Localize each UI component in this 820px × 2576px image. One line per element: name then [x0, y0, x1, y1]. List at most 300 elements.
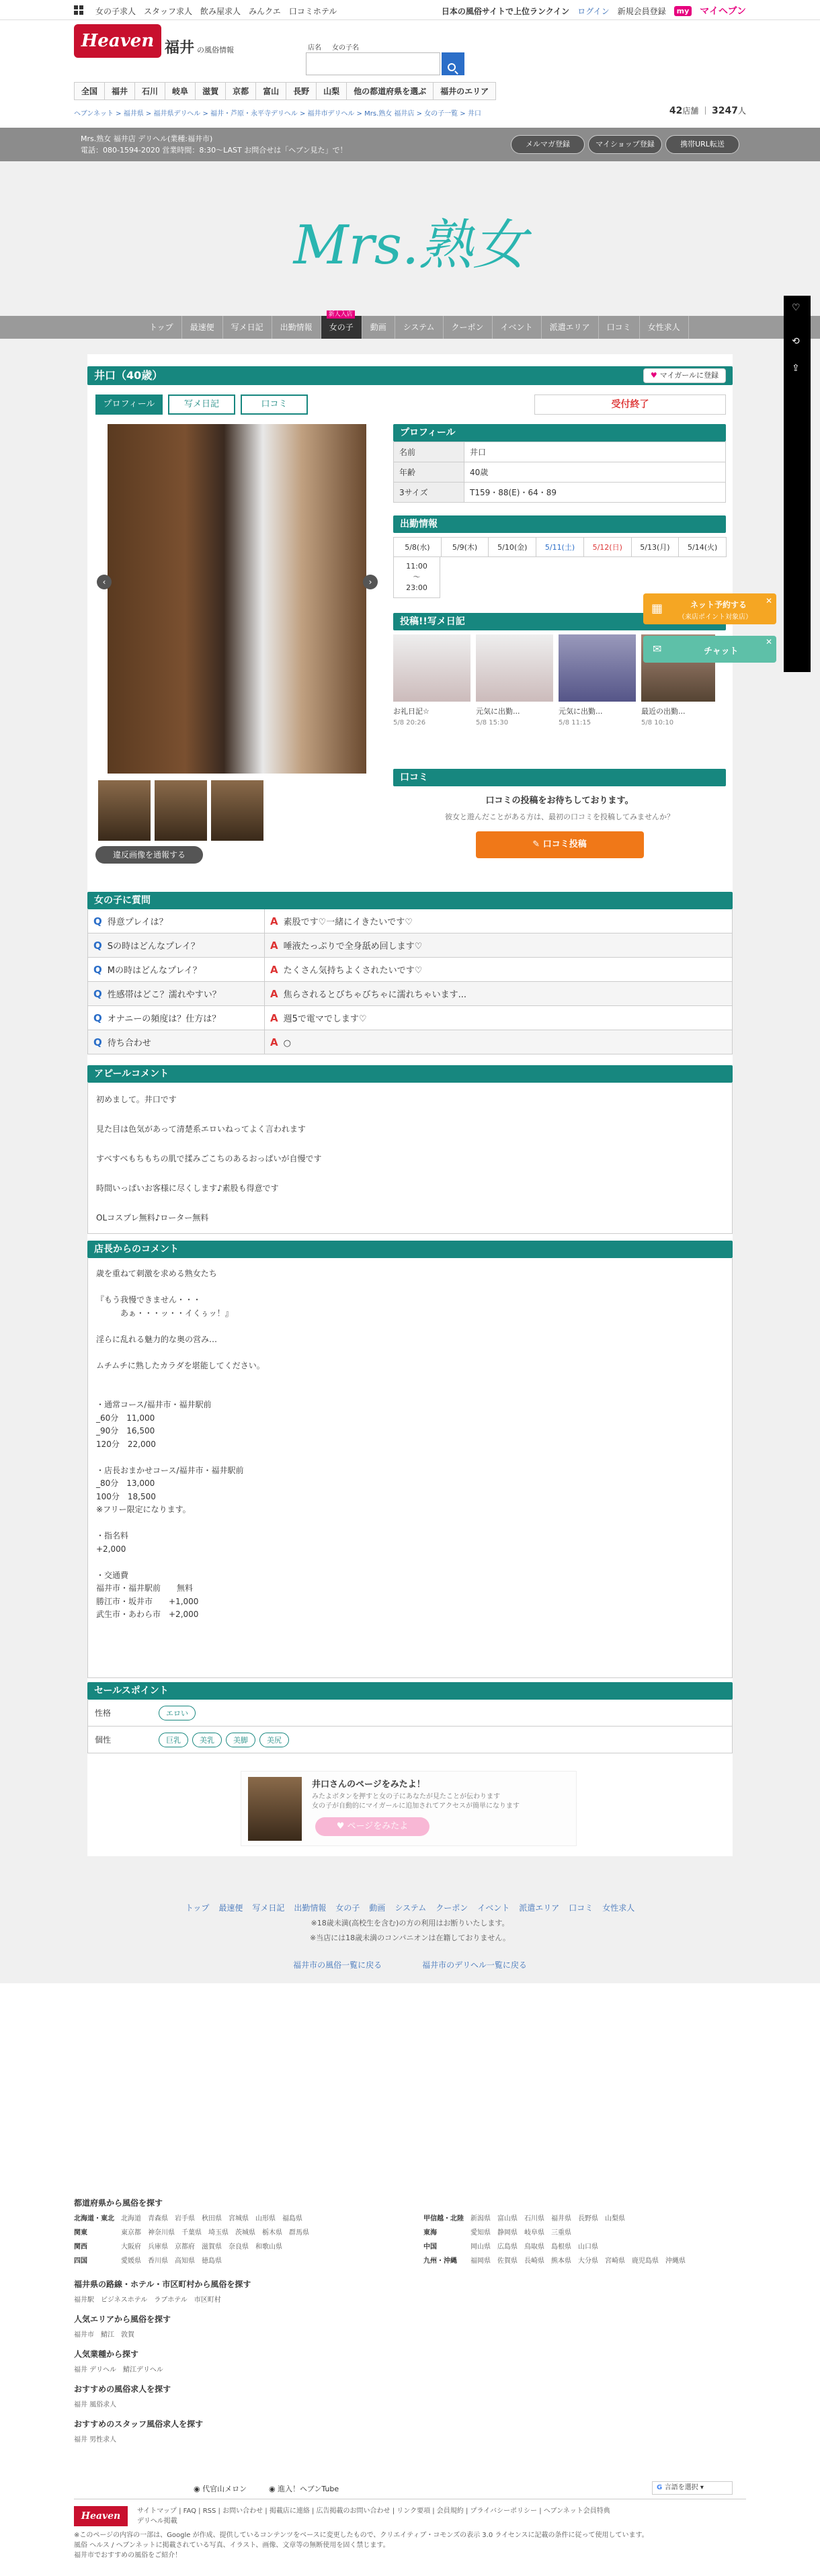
pref-link[interactable]: 岐阜県 — [524, 2229, 544, 2237]
report-image-button[interactable]: 違反画像を通報する — [95, 846, 203, 864]
region-label: 四国 — [74, 2257, 87, 2265]
staff-recruit-links — [74, 2434, 746, 2444]
search-icon — [448, 63, 456, 71]
shop-footer — [0, 1902, 820, 1970]
shop-nav-system[interactable]: システム — [395, 316, 444, 339]
pref-link[interactable]: 千葉県 — [181, 2229, 202, 2237]
prev-photo-arrow-icon[interactable]: ‹ — [97, 575, 112, 589]
shop-nav-fastest[interactable]: 最速便 — [182, 316, 223, 339]
shop-name: Mrs.熟女 福井店 デリヘル(業種:福井市) — [81, 134, 213, 143]
next-photo-arrow-icon[interactable]: › — [363, 575, 378, 589]
qa-row: Q オナニーの頻度は？仕方は？ A 週5で電マでします♡ — [87, 1006, 733, 1030]
qa-question: Mの時はどんなプレイ？ — [107, 966, 202, 976]
pref-toyama[interactable]: 富山 — [255, 82, 286, 100]
back-to-deli-list[interactable]: 福井市のデリヘル一覧に戻る — [422, 1960, 527, 1970]
qa-row: Q Mの時はどんなプレイ？ A たくさん気持ちよくされたいです♡ — [87, 958, 733, 982]
qa-question: 待ち合わせ — [107, 1038, 151, 1048]
region-row — [74, 2212, 397, 2222]
pref-link[interactable]: 神奈川県 — [148, 2229, 175, 2237]
table-row — [394, 462, 726, 483]
region-label: 九州・沖縄 — [423, 2257, 457, 2265]
net-reserve-button[interactable] — [643, 593, 776, 624]
like-thumb — [248, 1777, 302, 1841]
shop-comment-title: 店長からのコメント — [87, 1241, 733, 1258]
photo-thumb[interactable] — [155, 780, 207, 841]
diary-item[interactable] — [476, 634, 553, 726]
pref-link[interactable]: 富山県 — [497, 2215, 518, 2222]
pref-link[interactable]: 青森県 — [148, 2215, 168, 2222]
close-icon[interactable]: ✕ — [766, 596, 773, 606]
back-to-fuzoku-list[interactable]: 福井市の風俗一覧に戻る — [293, 1960, 382, 1970]
top-link-bar-job[interactable]: 飲み屋求人 — [200, 7, 241, 16]
shop-count: 42 — [669, 106, 683, 116]
net-reserve-sub: （来店ポイント対象店） — [678, 614, 752, 621]
profile-value: T159・88(E)・64・89 — [464, 483, 726, 503]
qa-question: 得意プレイは？ — [107, 917, 168, 927]
shop-nav-schedule[interactable]: 出勤情報 — [272, 316, 321, 339]
chat-icon: ✉ — [653, 642, 662, 655]
pref-fukui[interactable]: 福井 — [104, 82, 135, 100]
sponsor-tube[interactable] — [269, 2483, 339, 2494]
region-name: 福井 — [165, 40, 195, 56]
my-badge-icon: my — [674, 6, 692, 16]
girl-name: 井口（40歳） — [87, 366, 733, 385]
top-link-minquest[interactable]: みんクエ — [249, 7, 281, 16]
schedule-time — [393, 557, 440, 598]
mygirl-register-button[interactable]: ♥ マイガールに登録 — [643, 368, 726, 383]
pref-link[interactable]: 北海道 — [121, 2215, 141, 2222]
legal-note-3: 福井市でおすすめの風俗をご紹介！ — [74, 2552, 182, 2559]
sales-point-title: セールスポイント — [87, 1682, 733, 1700]
footer-link[interactable]: 市区町村 — [194, 2296, 221, 2304]
diary-item[interactable] — [393, 634, 470, 726]
photo-thumb[interactable] — [98, 780, 151, 841]
diary-date: 5/8 20:26 — [393, 719, 426, 726]
footer-link[interactable]: 福井市 — [74, 2331, 94, 2339]
shop-comment-section — [87, 1241, 733, 1678]
region-label: 北海道・東北 — [74, 2215, 114, 2222]
footer-link[interactable]: 動画 — [369, 1903, 386, 1913]
pref-link[interactable]: 佐賀県 — [497, 2257, 518, 2265]
favorite-icon[interactable]: ♡ — [792, 302, 801, 313]
shop-nav-area[interactable]: 派遣エリア — [542, 316, 599, 339]
pref-link[interactable]: 鹿児島県 — [632, 2257, 659, 2265]
shop-count-unit: 店舗 — [682, 106, 699, 116]
legal-note-2: 風俗 ヘルス / ヘブンネットに掲載されている写真、イラスト、画像、文章等の無断使用を固く禁じます。 — [74, 2542, 390, 2549]
new-girl-badge: 新人入店 — [327, 310, 355, 319]
diary-date: 5/8 10:10 — [641, 719, 674, 726]
pref-link[interactable]: 福岡県 — [470, 2257, 491, 2265]
girl-main-photo — [108, 424, 366, 774]
diary-title-text: 最近の出勤... — [641, 707, 686, 716]
diary-section — [393, 613, 726, 726]
profile-key: 3サイズ — [394, 483, 464, 503]
login-link[interactable]: ログイン — [577, 6, 610, 16]
diary-item[interactable] — [559, 634, 636, 726]
pref-link[interactable]: 島根県 — [551, 2243, 571, 2251]
footer-link[interactable]: 女の子 — [335, 1903, 360, 1913]
region-row — [423, 2227, 746, 2237]
like-sub2: 女の子が自動的にマイガールに追加されてアクセスが簡単になります — [312, 1802, 520, 1810]
footer-link[interactable]: 敦賀 — [121, 2331, 134, 2339]
girl-count: 3247 — [712, 106, 738, 116]
popular-genre-links — [74, 2364, 746, 2374]
qa-question: オナニーの頻度は？仕方は？ — [107, 1014, 221, 1024]
sales-key: 個性 — [95, 1735, 112, 1745]
search-input[interactable] — [306, 52, 440, 75]
pref-link[interactable]: 兵庫県 — [148, 2243, 168, 2251]
tube-icon: ◉ — [269, 2485, 278, 2493]
pref-link[interactable]: 和歌山県 — [255, 2243, 282, 2251]
shop-nav-top[interactable]: トップ — [141, 316, 182, 339]
shop-info-bar — [0, 128, 820, 161]
pref-link[interactable]: 埼玉県 — [208, 2229, 229, 2237]
reception-status: 受付終了 — [534, 394, 726, 415]
region-col-right — [423, 2212, 746, 2269]
pref-link[interactable]: 愛媛県 — [121, 2257, 141, 2265]
pref-link[interactable]: 鳥取県 — [524, 2243, 544, 2251]
review-section — [393, 769, 726, 858]
footer-link[interactable]: 福井 男性求人 — [74, 2436, 117, 2444]
grid-menu-icon[interactable] — [74, 5, 83, 15]
region-col-left — [74, 2212, 397, 2269]
pref-other[interactable]: 他の都道府県を選ぶ — [346, 82, 434, 100]
appeal-text: 初めまして。井口です 見た目は色気があって清楚系エロいねってよく言われます すべすべもちもちの肌で揉みごこちのあるおっぱいが自慢です 時間いっぱいお客様に尽くします♪素股も得意です OLコスプレ無料♪ローター無料 — [87, 1083, 733, 1234]
footer-link[interactable]: 女性求人 — [602, 1903, 635, 1913]
schedule-time-tilde: 〜 — [413, 573, 421, 581]
pref-link[interactable]: 長野県 — [578, 2215, 598, 2222]
footer-link[interactable]: 口コミ — [569, 1903, 593, 1913]
pref-link[interactable]: 山形県 — [255, 2215, 276, 2222]
pref-area[interactable]: 福井のエリア — [433, 82, 496, 100]
pref-link[interactable]: 静岡県 — [497, 2229, 518, 2237]
shop-logo[interactable]: Mrs.熟女 — [293, 214, 527, 276]
top-nav — [0, 0, 820, 20]
pref-link[interactable]: 三重県 — [551, 2229, 571, 2237]
shop-nav-coupon[interactable]: クーポン — [444, 316, 493, 339]
sales-key: 性格 — [95, 1708, 112, 1718]
sales-chip: エロい — [159, 1706, 196, 1720]
pref-link[interactable]: 大分県 — [578, 2257, 598, 2265]
shop-nav-recruit[interactable]: 女性求人 — [640, 316, 689, 339]
pref-all[interactable]: 全国 — [74, 82, 105, 100]
qa-question: Sの時はどんなプレイ？ — [107, 942, 200, 952]
schedule-section — [393, 515, 726, 598]
calendar-icon: ▦ — [651, 601, 663, 616]
qa-answer: 週5で電マでします♡ — [283, 1014, 367, 1024]
pref-link[interactable]: 高知県 — [175, 2257, 195, 2265]
search-tab-shop[interactable]: 店名 — [308, 44, 321, 52]
pref-yamanashi[interactable]: 山梨 — [316, 82, 347, 100]
ranking-text: 日本の風俗サイトで上位ランクイン — [441, 6, 570, 16]
pref-link[interactable]: 群馬県 — [289, 2229, 309, 2237]
google-icon: G — [657, 2484, 665, 2491]
footer-link[interactable]: システム — [395, 1903, 427, 1913]
pref-kyoto[interactable]: 京都 — [225, 82, 256, 100]
recruit-links — [74, 2399, 746, 2409]
shop-counts: 42店舗 ｜ 3247人 — [669, 106, 746, 116]
pref-shiga[interactable]: 滋賀 — [195, 82, 226, 100]
pref-link[interactable]: 新潟県 — [470, 2215, 491, 2222]
schedule-time-end: 23:00 — [406, 583, 427, 592]
pref-link[interactable]: 茨城県 — [235, 2229, 255, 2237]
table-row — [394, 442, 726, 462]
footer-link[interactable]: クーポン — [436, 1903, 468, 1913]
net-reserve-label: ネット予約する — [690, 600, 747, 610]
pref-link[interactable]: 山梨県 — [605, 2215, 625, 2222]
pref-search-heading: 都道府県から風俗を探す — [74, 2198, 163, 2208]
pref-link[interactable]: 岡山県 — [470, 2243, 491, 2251]
qa-row: Q Sの時はどんなプレイ？ A 唾液たっぷりで全身舐め回します♡ — [87, 933, 733, 958]
tab-review[interactable]: 口コミ — [241, 394, 308, 415]
pref-gifu[interactable]: 岐阜 — [165, 82, 196, 100]
footer-link[interactable]: ラブホテル — [154, 2296, 188, 2304]
pref-link[interactable]: 福島県 — [282, 2215, 302, 2222]
heart-icon: ♥ — [336, 1821, 347, 1831]
heaven-logo[interactable]: Heaven — [74, 24, 161, 58]
qa-answer: 焦らされるとびちゃびちゃに濡れちゃいます... — [283, 990, 467, 1000]
diary-title-text: 元気に出勤... — [559, 707, 603, 716]
shop-hero — [0, 161, 820, 316]
shop-nav-girls[interactable] — [321, 311, 362, 339]
sales-point-section — [87, 1682, 733, 1753]
share-icon[interactable]: ⇪ — [792, 363, 800, 374]
profile-value: 井口 — [464, 442, 726, 462]
region-title — [165, 36, 234, 57]
qa-row: Q 得意プレイは？ A 素股です♡一緒にイきたいです♡ — [87, 909, 733, 933]
girl-profile-panel — [87, 354, 733, 1856]
footer-link[interactable]: 最速便 — [218, 1903, 243, 1913]
pref-link[interactable]: 宮城県 — [229, 2215, 249, 2222]
region-row — [74, 2241, 397, 2251]
schedule-day: 5/10(金) — [488, 537, 536, 557]
search-tabs — [308, 42, 359, 52]
like-sub1: みたよボタンを押すと女の子にあなたが見たことが伝わります — [312, 1793, 500, 1800]
language-select[interactable]: G 言語を選択 ▾ — [652, 2481, 733, 2495]
girl-name-bar — [87, 366, 733, 385]
review-post-button[interactable] — [476, 831, 644, 858]
qa-answer: 唾液たっぷりで全身舐め回します♡ — [283, 942, 423, 952]
myshop-button[interactable]: マイショップ登録 — [588, 135, 662, 154]
footer-link[interactable]: ビジネスホテル — [101, 2296, 148, 2304]
myheaven-link[interactable]: マイヘブン — [700, 6, 746, 17]
sales-chip: 美脚 — [226, 1733, 255, 1747]
photo-thumb[interactable] — [211, 780, 263, 841]
diary-title-text: 元気に出勤... — [476, 707, 520, 716]
pref-link[interactable]: 岩手県 — [175, 2215, 195, 2222]
tab-profile[interactable]: プロフィール — [95, 394, 163, 415]
qa-row: Q 性感帯はどこ？濡れやすい？ A 焦らされるとびちゃびちゃに濡れちゃいます... — [87, 982, 733, 1006]
region-sub: の風俗情報 — [197, 46, 235, 54]
prefecture-bar — [74, 82, 495, 100]
region-label: 甲信越・北陸 — [423, 2215, 464, 2222]
tab-diary[interactable]: 写メ日記 — [168, 394, 235, 415]
profile-title: プロフィール — [393, 424, 726, 442]
pref-link[interactable]: 栃木県 — [262, 2229, 282, 2237]
age-note-2: ※当店には18歳未満のコンパニオンは在籍しておりません。 — [309, 1934, 511, 1942]
profile-key: 年齢 — [394, 462, 464, 483]
region-row — [423, 2241, 746, 2251]
footer-link[interactable]: 出勤情報 — [294, 1903, 327, 1913]
pref-ishikawa[interactable]: 石川 — [134, 82, 165, 100]
region-label: 関東 — [74, 2229, 87, 2237]
right-utility-bar — [784, 296, 811, 672]
sales-row — [87, 1700, 733, 1727]
schedule-day: 5/11(土) — [536, 537, 584, 557]
mailmag-button[interactable]: メルマガ登録 — [511, 135, 585, 154]
appeal-title: アピールコメント — [87, 1065, 733, 1083]
schedule-day: 5/9(木) — [441, 537, 489, 557]
pref-link[interactable]: 長崎県 — [524, 2257, 544, 2265]
region-label: 中国 — [423, 2243, 437, 2251]
sponsor-tube-label: 進入！ヘブンTube — [278, 2485, 339, 2493]
like-button[interactable] — [315, 1817, 429, 1836]
review-post-label: 口コミ投稿 — [542, 839, 587, 849]
schedule-day: 5/12(日) — [583, 537, 632, 557]
girl-tabs — [95, 394, 308, 415]
sales-chip: 巨乳 — [159, 1733, 188, 1747]
schedule-day: 5/13(月) — [631, 537, 680, 557]
footer-link[interactable]: 写メ日記 — [252, 1903, 285, 1913]
sales-chip: 美尻 — [259, 1733, 289, 1747]
register-link[interactable]: 新規会員登録 — [617, 6, 666, 16]
diary-date: 5/8 15:30 — [476, 719, 509, 726]
qa-answer: ○ — [283, 1038, 291, 1048]
melon-icon: ◉ — [194, 2485, 203, 2493]
pref-link[interactable]: 山口県 — [578, 2243, 598, 2251]
pref-link[interactable]: 徳島県 — [202, 2257, 222, 2265]
table-row — [394, 483, 726, 503]
search-button[interactable] — [442, 52, 464, 75]
shop-nav-event[interactable]: イベント — [493, 316, 542, 339]
shop-nav-video[interactable]: 動画 — [362, 316, 395, 339]
pref-link[interactable]: 石川県 — [524, 2215, 544, 2222]
popular-area-heading: 人気エリアから風俗を探す — [74, 2315, 171, 2324]
like-button-label: ページをみたよ — [347, 1821, 409, 1831]
pen-icon: ✎ — [532, 839, 543, 849]
footer-link[interactable]: 鯖江デリヘル — [122, 2366, 163, 2374]
region-row — [74, 2227, 397, 2237]
top-link-staff-job[interactable]: スタッフ求人 — [144, 7, 193, 16]
shop-nav-girls-label: 女の子 — [329, 323, 354, 332]
schedule-time-start: 11:00 — [406, 562, 427, 571]
top-link-girls-job[interactable]: 女の子求人 — [95, 7, 136, 16]
sponsor-melon[interactable] — [194, 2483, 247, 2494]
footer-link[interactable]: 鯖江 — [101, 2331, 114, 2339]
pref-link[interactable]: 奈良県 — [229, 2243, 249, 2251]
region-row — [423, 2255, 746, 2265]
like-box — [241, 1771, 577, 1846]
photo-thumbnails — [98, 780, 263, 841]
qa-title: 女の子に質問 — [87, 892, 733, 909]
pref-link[interactable]: 滋賀県 — [202, 2243, 222, 2251]
footer-link[interactable]: 福井 風俗求人 — [74, 2401, 117, 2409]
chat-button[interactable] — [643, 636, 776, 663]
top-link-hotel[interactable]: 口コミホテル — [288, 7, 337, 16]
schedule-day: 5/14(火) — [678, 537, 727, 557]
qa-answer: たくさん気持ちよくされたいです♡ — [283, 966, 423, 976]
pref-link[interactable]: 愛知県 — [470, 2229, 491, 2237]
pref-link[interactable]: 熊本県 — [551, 2257, 571, 2265]
schedule-title: 出勤情報 — [393, 515, 726, 533]
pref-link[interactable]: 大阪府 — [121, 2243, 141, 2251]
footer-link[interactable]: イベント — [477, 1903, 510, 1913]
language-select-label: 言語を選択 — [664, 2484, 698, 2491]
footer-link[interactable]: 福井駅 — [74, 2296, 94, 2304]
pref-link[interactable]: 東京都 — [121, 2229, 141, 2237]
schedule-days — [393, 537, 726, 557]
shop-comment-text: 歳を重ねて刺激を求める熟女たち 『もう我慢できません・・・ あぁ・・・ッ・・イくぅッ！』 淫らに乱れる魅力的な奥の営み… ムチムチに熟したカラダを堪能してください。 ・通常コース/福井市・福井駅前 _60分 11,000 _90分 16,500 120分 22,000 ・店長おまかせコース/福井市・福井駅前 _80分 13,000 100分 18,500 ※フリー限定になります。 ・指名料 +2,000 ・交通費 福井市・福井駅前 無料 勝江市・坂井市 +1,000 武生市・あわら市 +2,000 — [87, 1258, 733, 1678]
pref-link[interactable]: 香川県 — [148, 2257, 168, 2265]
sponsor-melon-label: 代官山メロン — [202, 2485, 247, 2493]
chat-label: チャット — [704, 647, 739, 657]
pref-link[interactable]: 広島県 — [497, 2243, 518, 2251]
age-note-1: ※18歳未満(高校生を含む)の方の利用はお断りいたします。 — [311, 1919, 509, 1927]
legal-links[interactable]: サイトマップ | FAQ | RSS | お問い合わせ | 掲載店に連絡 | 広告掲載のお問い合わせ | リンク要項 | 会員規約 | プライバシーポリシー | ヘブンネット会員特典 — [137, 2507, 610, 2515]
sales-chip: 美乳 — [192, 1733, 222, 1747]
profile-table — [393, 442, 726, 503]
legal-sub: デリヘル掲載 — [137, 2518, 177, 2525]
review-sub: 彼女と遊んだことがある方は、最初の口コミを投稿してみませんか？ — [445, 813, 674, 821]
diary-title-text: お礼日記☆ — [393, 707, 429, 716]
route-links — [74, 2294, 746, 2304]
footer-back-links — [0, 1959, 820, 1970]
route-heading: 福井県の路線・ホテル・市区町村から風俗を探す — [74, 2280, 251, 2289]
pref-nagano[interactable]: 長野 — [286, 82, 317, 100]
qa-question: 性感帯はどこ？濡れやすい？ — [107, 990, 221, 1000]
region-label: 関西 — [74, 2243, 87, 2251]
diary-title: 投稿!!写メ日記 — [393, 613, 726, 630]
review-lead: 口コミの投稿をお待ちしております。 — [485, 796, 634, 806]
qa-section — [87, 892, 733, 1753]
region-label: 東海 — [423, 2229, 437, 2237]
footer-nav — [0, 1902, 820, 1913]
profile-value: 40歳 — [464, 462, 726, 483]
region-row — [74, 2255, 397, 2265]
pref-link[interactable]: 福井県 — [551, 2215, 571, 2222]
appeal-section — [87, 1065, 733, 1234]
mobile-url-button[interactable]: 携帯URL転送 — [665, 135, 739, 154]
shop-nav-diary[interactable]: 写メ日記 — [223, 316, 272, 339]
footer-link[interactable]: 派遣エリア — [519, 1903, 560, 1913]
shop-nav-review[interactable]: 口コミ — [599, 316, 640, 339]
footer-link[interactable]: 福井 デリヘル — [74, 2366, 116, 2374]
shop-tel: 電話：080-1594-2020 営業時間：8:30～LAST お問合せは「ヘブン見た」で！ — [81, 146, 347, 155]
legal-footer — [74, 2499, 746, 2561]
popular-area-links — [74, 2329, 746, 2339]
footer-logo[interactable]: Heaven — [74, 2506, 128, 2526]
like-title: 井口さんのページをみたよ！ — [312, 1780, 425, 1790]
pref-link[interactable]: 宮崎県 — [605, 2257, 625, 2265]
close-icon[interactable]: ✕ — [766, 637, 773, 647]
qa-row: Q 待ち合わせ A ○ — [87, 1030, 733, 1054]
legal-note-1: ※このページの内容の一部は、Google が作成、提供しているコンテンツをベースに変更したもので、クリエイティブ・コモンズの表示 3.0 ライセンスに記載の条件に従って使用しています。 — [74, 2532, 649, 2539]
pref-link[interactable]: 秋田県 — [202, 2215, 222, 2222]
search-tab-girl[interactable]: 女の子名 — [332, 44, 359, 52]
diary-date: 5/8 11:15 — [559, 719, 591, 726]
pref-link[interactable]: 沖縄県 — [665, 2257, 686, 2265]
review-title: 口コミ — [393, 769, 726, 786]
footer-link[interactable]: トップ — [185, 1903, 210, 1913]
staff-recruit-heading: おすすめのスタッフ風俗求人を探す — [74, 2419, 204, 2429]
pref-link[interactable]: 京都府 — [175, 2243, 195, 2251]
breadcrumb[interactable]: ヘブンネット > 福井県 > 福井県デリヘル > 福井・芦原・永平寺デリヘル > 福井市デリヘル > Mrs.熟女 福井店 > 女の子一覧 > 井口 — [74, 110, 481, 118]
recruit-heading: おすすめの風俗求人を探す — [74, 2384, 171, 2394]
history-icon[interactable]: ⟲ — [792, 336, 800, 347]
schedule-day: 5/8(水) — [393, 537, 442, 557]
popular-genre-heading: 人気業種から探す — [74, 2350, 139, 2359]
profile-section — [393, 424, 726, 503]
